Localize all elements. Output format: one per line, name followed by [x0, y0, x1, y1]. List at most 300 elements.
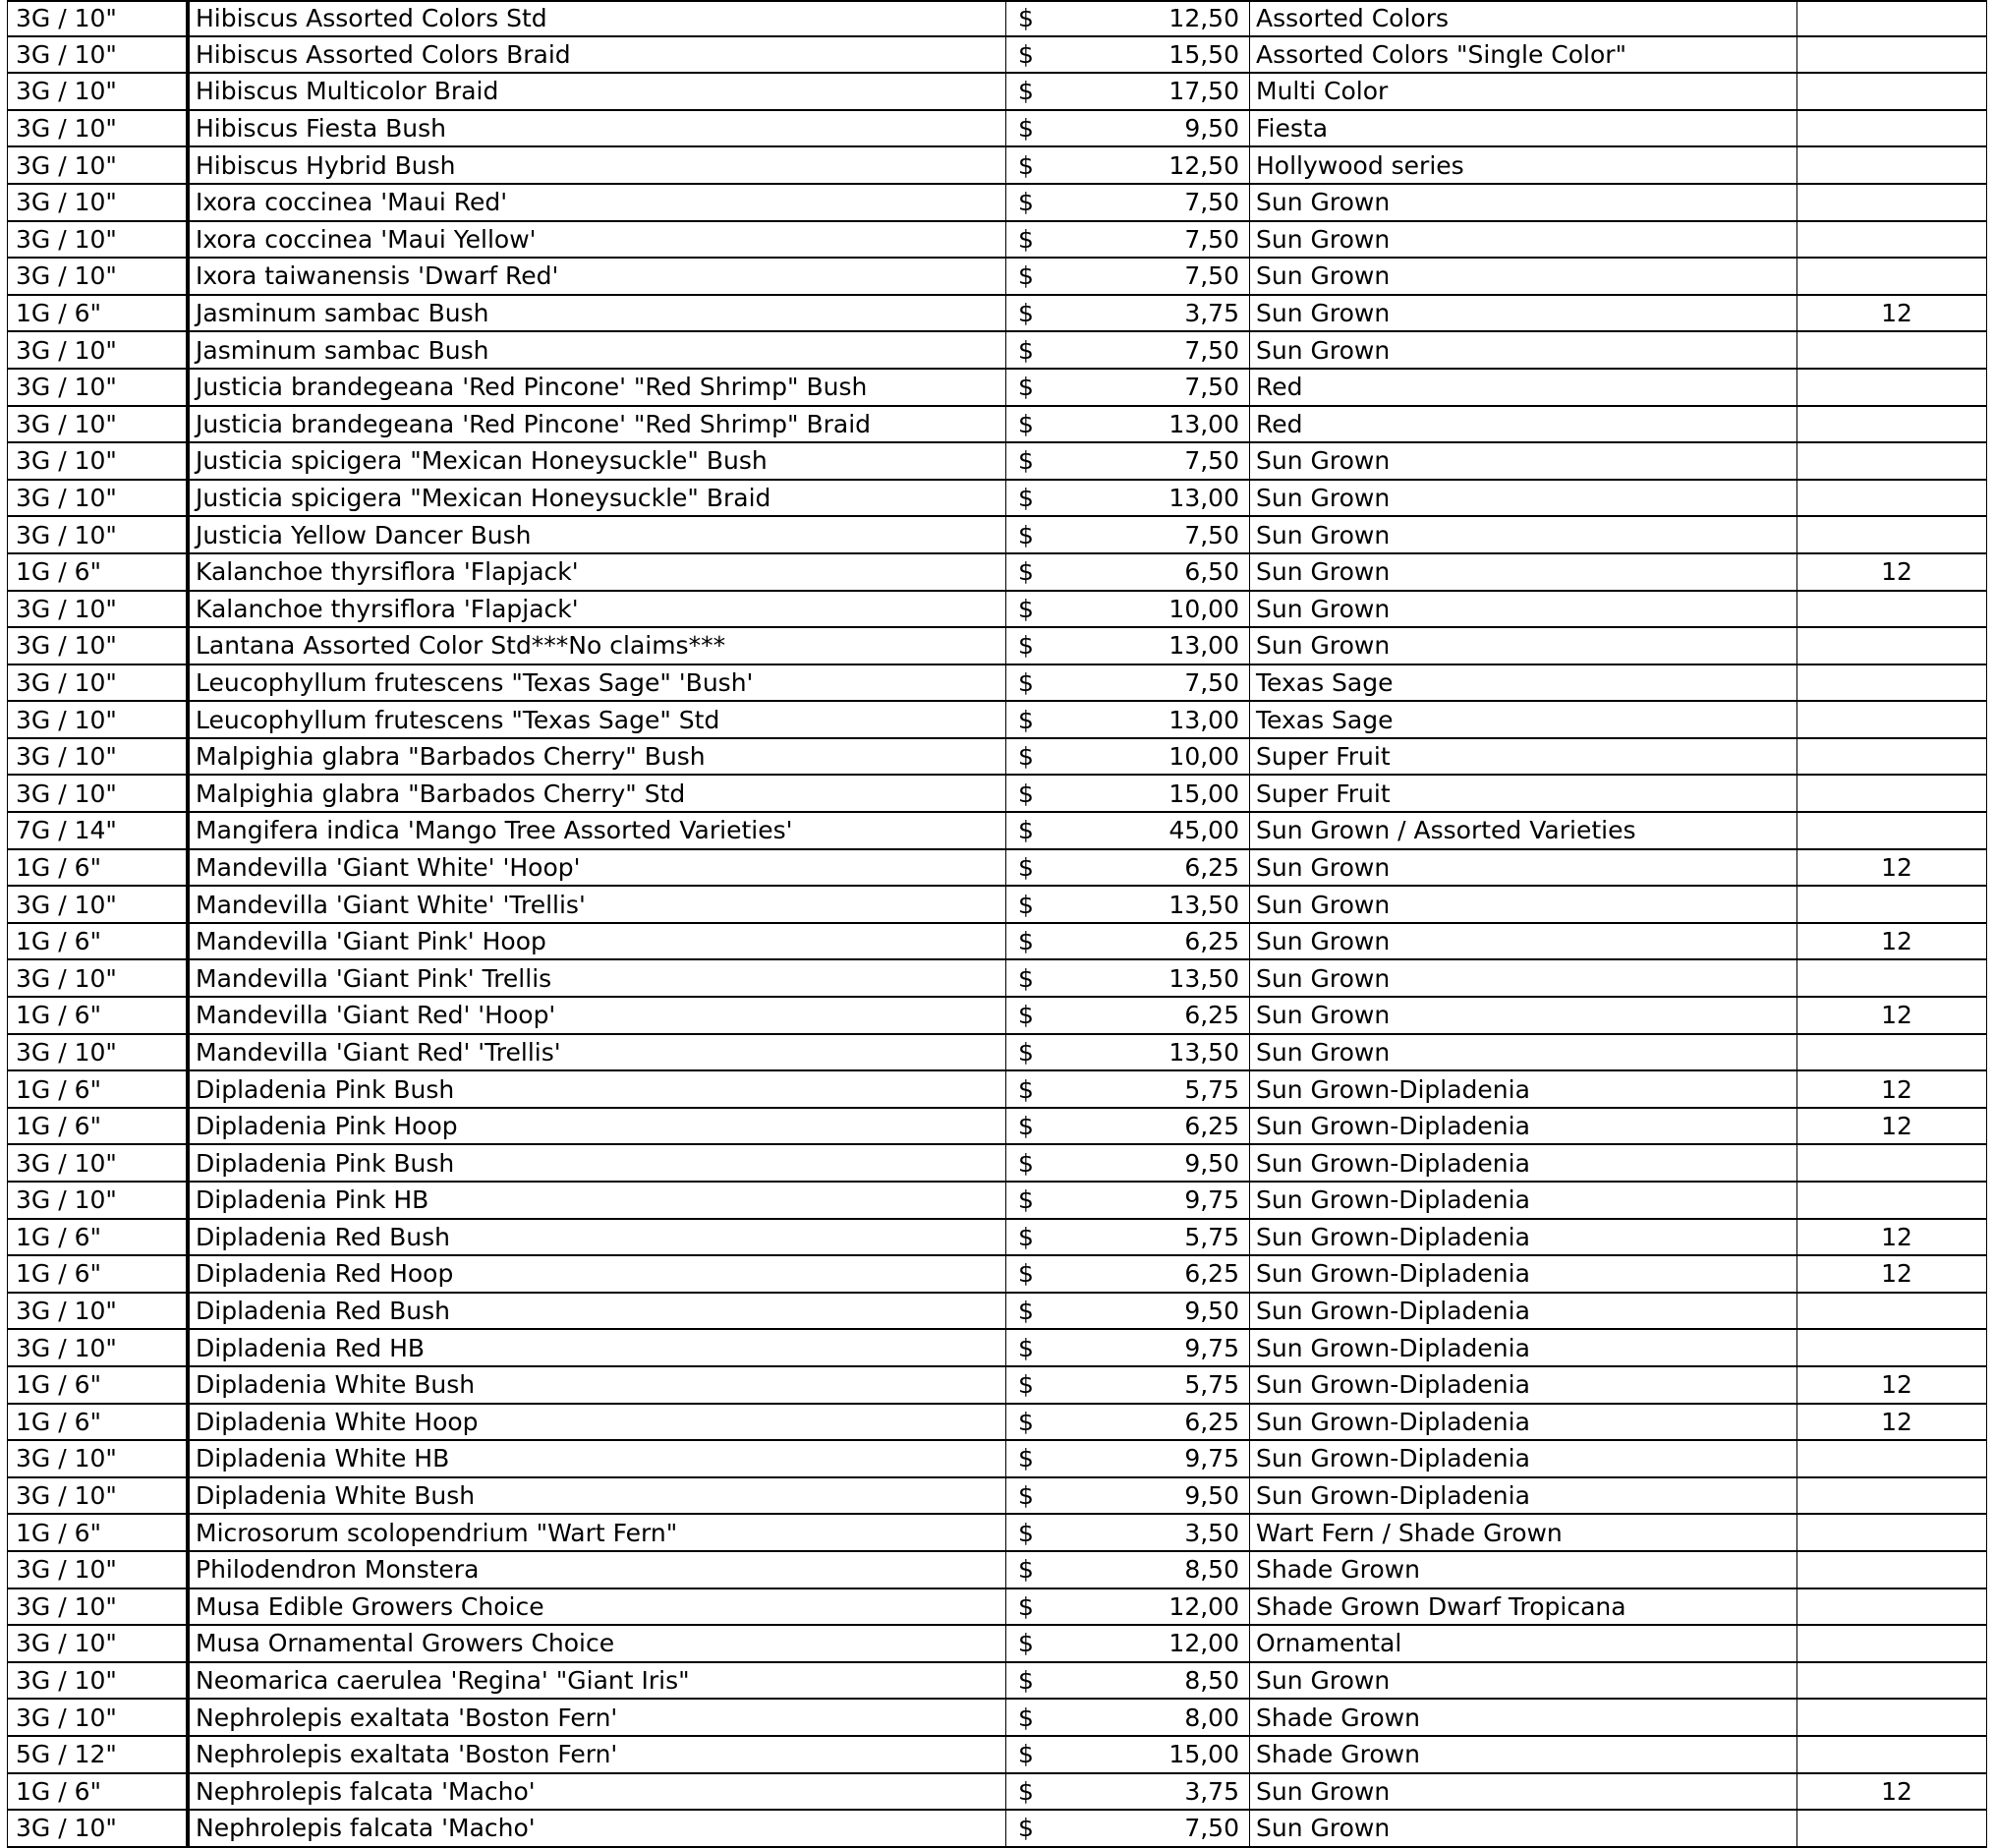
pot-size-cell[interactable]: 1G / 6" — [7, 1367, 190, 1403]
plant-name-cell[interactable]: Neomarica caerulea 'Regina' "Giant Iris" — [190, 1663, 1006, 1699]
price-cell[interactable] — [1006, 1552, 1250, 1588]
quantity-cell[interactable] — [1797, 813, 1987, 848]
description-cell[interactable]: Sun Grown — [1250, 850, 1797, 886]
plant-name-cell[interactable]: Justicia spicigera "Mexican Honeysuckle" Bush — [190, 443, 1006, 479]
description-cell[interactable]: Shade Grown — [1250, 1737, 1797, 1772]
pot-size-cell[interactable]: 3G / 10" — [7, 1663, 190, 1699]
table-row — [7, 1552, 1987, 1589]
currency-symbol: $ — [1018, 779, 1034, 808]
quantity-cell[interactable] — [1797, 111, 1987, 146]
plant-name-cell[interactable]: Leucophyllum frutescens "Texas Sage" 'Bush' — [190, 665, 1006, 701]
currency-symbol: $ — [1018, 557, 1034, 587]
price-cell[interactable] — [1006, 554, 1250, 590]
table-row — [7, 222, 1987, 260]
price-cell[interactable] — [1006, 1441, 1250, 1476]
pot-size-cell[interactable]: 3G / 10" — [7, 147, 190, 183]
price-cell[interactable] — [1006, 1811, 1250, 1846]
pot-size-cell[interactable]: 3G / 10" — [7, 592, 190, 627]
quantity-cell[interactable] — [1797, 481, 1987, 516]
price-cell[interactable] — [1006, 1256, 1250, 1292]
quantity-cell[interactable] — [1797, 1552, 1987, 1588]
price-value: 3,75 — [1184, 1776, 1239, 1806]
description-cell[interactable]: Fiesta — [1250, 111, 1797, 146]
plant-name-cell[interactable]: Dipladenia Red Bush — [190, 1294, 1006, 1329]
price-cell[interactable] — [1006, 1774, 1250, 1810]
description-cell[interactable]: Sun Grown-Dipladenia — [1250, 1256, 1797, 1292]
plant-name-cell[interactable]: Mandevilla 'Giant Pink' Trellis — [190, 960, 1006, 996]
pot-size-cell[interactable]: 3G / 10" — [7, 1330, 190, 1365]
table-row — [7, 1183, 1987, 1220]
price-cell[interactable] — [1006, 517, 1250, 552]
description-cell[interactable]: Sun Grown — [1250, 1774, 1797, 1810]
table-row — [7, 407, 1987, 444]
currency-symbol: $ — [1018, 1444, 1034, 1473]
quantity-value: 12 — [1881, 1259, 1912, 1289]
plant-name-cell[interactable]: Hibiscus Assorted Colors Std — [190, 2, 1006, 35]
price-cell[interactable] — [1006, 628, 1250, 664]
pot-size-cell[interactable]: 3G / 10" — [7, 960, 190, 996]
plant-name-cell[interactable]: Dipladenia White HB — [190, 1441, 1006, 1476]
price-cell[interactable] — [1006, 739, 1250, 775]
description-cell[interactable]: Sun Grown-Dipladenia — [1250, 1294, 1797, 1329]
quantity-cell[interactable] — [1797, 259, 1987, 294]
pot-size-cell[interactable]: 3G / 10" — [7, 1035, 190, 1070]
price-cell[interactable] — [1006, 1330, 1250, 1365]
plant-name-cell[interactable]: Hibiscus Fiesta Bush — [190, 111, 1006, 146]
currency-symbol: $ — [1018, 1629, 1034, 1658]
pot-size-cell[interactable]: 1G / 6" — [7, 554, 190, 590]
description-cell[interactable]: Sun Grown — [1250, 887, 1797, 922]
pot-size-cell[interactable]: 3G / 10" — [7, 1626, 190, 1661]
pot-size-cell[interactable]: 3G / 10" — [7, 222, 190, 258]
quantity-cell[interactable] — [1797, 443, 1987, 479]
price-value: 13,50 — [1168, 1037, 1239, 1067]
plant-name-cell[interactable]: Dipladenia Red Hoop — [190, 1256, 1006, 1292]
description-cell[interactable]: Hollywood series — [1250, 147, 1797, 183]
plant-name-cell[interactable]: Leucophyllum frutescens "Texas Sage" Std — [190, 702, 1006, 737]
price-cell[interactable] — [1006, 185, 1250, 220]
plant-name-cell[interactable]: Mandevilla 'Giant Pink' Hoop — [190, 924, 1006, 959]
description-cell[interactable]: Sun Grown — [1250, 185, 1797, 220]
table-row — [7, 111, 1987, 148]
description-cell[interactable]: Sun Grown — [1250, 960, 1797, 996]
plant-name-cell[interactable]: Dipladenia Red Bush — [190, 1220, 1006, 1255]
quantity-cell[interactable] — [1797, 592, 1987, 627]
plant-name-cell[interactable]: Hibiscus Multicolor Braid — [190, 74, 1006, 109]
quantity-cell[interactable] — [1797, 1256, 1987, 1292]
quantity-cell[interactable] — [1797, 998, 1987, 1033]
plant-name-cell[interactable]: Hibiscus Hybrid Bush — [190, 147, 1006, 183]
currency-symbol: $ — [1018, 1222, 1034, 1251]
currency-symbol: $ — [1018, 335, 1034, 365]
price-cell[interactable] — [1006, 1071, 1250, 1107]
plant-name-cell[interactable]: Ixora coccinea 'Maui Red' — [190, 185, 1006, 220]
pot-size-cell[interactable]: 3G / 10" — [7, 702, 190, 737]
price-cell[interactable] — [1006, 924, 1250, 959]
price-cell[interactable] — [1006, 1109, 1250, 1144]
pot-size-cell[interactable]: 1G / 6" — [7, 1256, 190, 1292]
pot-size-cell[interactable]: 3G / 10" — [7, 1811, 190, 1846]
plant-name-cell[interactable]: Dipladenia Pink HB — [190, 1183, 1006, 1218]
price-cell[interactable] — [1006, 407, 1250, 442]
pot-size-cell[interactable]: 3G / 10" — [7, 111, 190, 146]
price-value: 9,75 — [1184, 1444, 1239, 1473]
price-cell[interactable] — [1006, 1183, 1250, 1218]
price-cell[interactable] — [1006, 1663, 1250, 1699]
price-list-table — [7, 0, 1987, 1848]
quantity-cell[interactable] — [1797, 517, 1987, 552]
currency-symbol: $ — [1018, 1185, 1034, 1215]
pot-size-cell[interactable]: 3G / 10" — [7, 37, 190, 73]
description-cell[interactable]: Red — [1250, 370, 1797, 405]
quantity-cell[interactable] — [1797, 1035, 1987, 1070]
quantity-cell[interactable] — [1797, 147, 1987, 183]
price-cell[interactable] — [1006, 370, 1250, 405]
description-cell[interactable]: Shade Grown Dwarf Tropicana — [1250, 1589, 1797, 1625]
currency-symbol: $ — [1018, 631, 1034, 661]
description-cell[interactable]: Sun Grown — [1250, 332, 1797, 368]
description-cell[interactable]: Assorted Colors "Single Color" — [1250, 37, 1797, 73]
plant-name-cell[interactable]: Microsorum scolopendrium "Wart Fern" — [190, 1515, 1006, 1550]
price-cell[interactable] — [1006, 1589, 1250, 1625]
table-row — [7, 1220, 1987, 1257]
plant-name-cell[interactable]: Ixora coccinea 'Maui Yellow' — [190, 222, 1006, 258]
pot-size-cell[interactable]: 3G / 10" — [7, 1441, 190, 1476]
pot-size-cell[interactable]: 3G / 10" — [7, 1478, 190, 1514]
plant-name-cell[interactable]: Mangifera indica 'Mango Tree Assorted Varieties' — [190, 813, 1006, 848]
currency-symbol: $ — [1018, 1297, 1034, 1326]
plant-name-cell[interactable]: Jasminum sambac Bush — [190, 296, 1006, 331]
quantity-cell[interactable] — [1797, 1589, 1987, 1625]
description-cell[interactable]: Sun Grown — [1250, 296, 1797, 331]
pot-size-cell[interactable]: 3G / 10" — [7, 1145, 190, 1181]
plant-name-cell[interactable]: Malpighia glabra "Barbados Cherry" Bush — [190, 739, 1006, 775]
plant-name-cell[interactable]: Musa Ornamental Growers Choice — [190, 1626, 1006, 1661]
pot-size-cell[interactable]: 3G / 10" — [7, 332, 190, 368]
plant-name-cell[interactable]: Dipladenia Pink Bush — [190, 1071, 1006, 1107]
quantity-cell[interactable] — [1797, 1071, 1987, 1107]
currency-symbol: $ — [1018, 484, 1034, 513]
quantity-cell[interactable] — [1797, 739, 1987, 775]
quantity-cell[interactable] — [1797, 222, 1987, 258]
pot-size-cell[interactable]: 1G / 6" — [7, 998, 190, 1033]
pot-size-cell[interactable]: 3G / 10" — [7, 2, 190, 35]
currency-symbol: $ — [1018, 299, 1034, 328]
price-value: 7,50 — [1184, 373, 1239, 402]
description-cell[interactable]: Super Fruit — [1250, 739, 1797, 775]
price-cell[interactable] — [1006, 887, 1250, 922]
quantity-cell[interactable] — [1797, 665, 1987, 701]
description-cell[interactable]: Sun Grown — [1250, 554, 1797, 590]
plant-name-cell[interactable]: Dipladenia Pink Bush — [190, 1145, 1006, 1181]
pot-size-cell[interactable]: 1G / 6" — [7, 296, 190, 331]
pot-size-cell[interactable]: 3G / 10" — [7, 1294, 190, 1329]
description-cell[interactable]: Sun Grown — [1250, 592, 1797, 627]
pot-size-cell[interactable]: 3G / 10" — [7, 628, 190, 664]
quantity-cell[interactable] — [1797, 960, 1987, 996]
table-row — [7, 1811, 1987, 1848]
plant-name-cell[interactable]: Dipladenia Red HB — [190, 1330, 1006, 1365]
description-cell[interactable]: Sun Grown — [1250, 998, 1797, 1033]
price-cell[interactable] — [1006, 665, 1250, 701]
quantity-cell[interactable] — [1797, 2, 1987, 35]
description-cell[interactable]: Assorted Colors — [1250, 2, 1797, 35]
pot-size-cell[interactable]: 1G / 6" — [7, 1405, 190, 1440]
table-row — [7, 960, 1987, 998]
quantity-cell[interactable] — [1797, 296, 1987, 331]
quantity-cell[interactable] — [1797, 1478, 1987, 1514]
plant-name-cell[interactable]: Malpighia glabra "Barbados Cherry" Std — [190, 776, 1006, 811]
price-value: 6,50 — [1184, 557, 1239, 587]
description-cell[interactable]: Shade Grown — [1250, 1552, 1797, 1588]
quantity-cell[interactable] — [1797, 1515, 1987, 1550]
pot-size-cell[interactable]: 3G / 10" — [7, 776, 190, 811]
pot-size-cell[interactable]: 3G / 10" — [7, 74, 190, 109]
plant-name-cell[interactable]: Hibiscus Assorted Colors Braid — [190, 37, 1006, 73]
price-cell[interactable] — [1006, 813, 1250, 848]
description-cell[interactable]: Sun Grown — [1250, 1035, 1797, 1070]
plant-name-cell[interactable]: Nephrolepis exaltata 'Boston Fern' — [190, 1700, 1006, 1735]
description-cell[interactable]: Multi Color — [1250, 74, 1797, 109]
plant-name-cell[interactable]: Mandevilla 'Giant Red' 'Trellis' — [190, 1035, 1006, 1070]
description-cell[interactable]: Super Fruit — [1250, 776, 1797, 811]
plant-name-cell[interactable]: Ixora taiwanensis 'Dwarf Red' — [190, 259, 1006, 294]
description-cell[interactable]: Sun Grown-Dipladenia — [1250, 1220, 1797, 1255]
plant-name-cell[interactable]: Kalanchoe thyrsiflora 'Flapjack' — [190, 554, 1006, 590]
price-value: 9,75 — [1184, 1333, 1239, 1362]
table-row — [7, 481, 1987, 518]
quantity-cell[interactable] — [1797, 1441, 1987, 1476]
description-cell[interactable]: Sun Grown — [1250, 222, 1797, 258]
plant-name-cell[interactable]: Nephrolepis falcata 'Macho' — [190, 1774, 1006, 1810]
description-cell[interactable]: Ornamental — [1250, 1626, 1797, 1661]
description-cell[interactable]: Sun Grown — [1250, 1663, 1797, 1699]
price-cell[interactable] — [1006, 1737, 1250, 1772]
price-cell[interactable] — [1006, 259, 1250, 294]
quantity-cell[interactable] — [1797, 702, 1987, 737]
price-cell[interactable] — [1006, 1145, 1250, 1181]
quantity-cell[interactable] — [1797, 185, 1987, 220]
pot-size-cell[interactable]: 3G / 10" — [7, 407, 190, 442]
description-cell[interactable]: Texas Sage — [1250, 665, 1797, 701]
currency-symbol: $ — [1018, 188, 1034, 217]
pot-size-cell[interactable]: 7G / 14" — [7, 813, 190, 848]
description-cell[interactable]: Sun Grown / Assorted Varieties — [1250, 813, 1797, 848]
description-cell[interactable]: Sun Grown — [1250, 924, 1797, 959]
plant-name-cell[interactable]: Dipladenia White Hoop — [190, 1405, 1006, 1440]
price-cell[interactable] — [1006, 1367, 1250, 1403]
plant-name-cell[interactable]: Dipladenia White Bush — [190, 1367, 1006, 1403]
price-value: 6,25 — [1184, 1001, 1239, 1030]
quantity-cell[interactable] — [1797, 1109, 1987, 1144]
pot-size-cell[interactable]: 1G / 6" — [7, 924, 190, 959]
plant-name-cell[interactable]: Dipladenia White Bush — [190, 1478, 1006, 1514]
plant-name-cell[interactable]: Kalanchoe thyrsiflora 'Flapjack' — [190, 592, 1006, 627]
pot-size-cell[interactable]: 3G / 10" — [7, 887, 190, 922]
plant-name-cell[interactable]: Justicia Yellow Dancer Bush — [190, 517, 1006, 552]
price-cell[interactable] — [1006, 74, 1250, 109]
price-cell[interactable] — [1006, 960, 1250, 996]
quantity-cell[interactable] — [1797, 1367, 1987, 1403]
price-cell[interactable] — [1006, 296, 1250, 331]
description-cell[interactable]: Sun Grown — [1250, 517, 1797, 552]
pot-size-cell[interactable]: 3G / 10" — [7, 481, 190, 516]
pot-size-cell[interactable]: 1G / 6" — [7, 1515, 190, 1550]
quantity-cell[interactable] — [1797, 924, 1987, 959]
quantity-cell[interactable] — [1797, 1145, 1987, 1181]
pot-size-cell[interactable]: 1G / 6" — [7, 1220, 190, 1255]
pot-size-cell[interactable]: 1G / 6" — [7, 1071, 190, 1107]
description-cell[interactable]: Sun Grown-Dipladenia — [1250, 1478, 1797, 1514]
quantity-cell[interactable] — [1797, 628, 1987, 664]
pot-size-cell[interactable]: 3G / 10" — [7, 185, 190, 220]
quantity-cell[interactable] — [1797, 1220, 1987, 1255]
quantity-cell[interactable] — [1797, 74, 1987, 109]
plant-name-cell[interactable]: Justicia spicigera "Mexican Honeysuckle" Braid — [190, 481, 1006, 516]
pot-size-cell[interactable]: 3G / 10" — [7, 370, 190, 405]
description-cell[interactable]: Sun Grown-Dipladenia — [1250, 1441, 1797, 1476]
pot-size-cell[interactable]: 1G / 6" — [7, 850, 190, 886]
quantity-cell[interactable] — [1797, 332, 1987, 368]
price-cell[interactable] — [1006, 111, 1250, 146]
description-cell[interactable]: Sun Grown — [1250, 259, 1797, 294]
pot-size-cell[interactable]: 3G / 10" — [7, 665, 190, 701]
pot-size-cell[interactable]: 5G / 12" — [7, 1737, 190, 1772]
table-row — [7, 1663, 1987, 1701]
quantity-cell[interactable] — [1797, 1737, 1987, 1772]
pot-size-cell[interactable]: 3G / 10" — [7, 1589, 190, 1625]
pot-size-cell[interactable]: 3G / 10" — [7, 443, 190, 479]
quantity-cell[interactable] — [1797, 1183, 1987, 1218]
price-value: 3,75 — [1184, 299, 1239, 328]
price-value: 7,50 — [1184, 667, 1239, 697]
price-cell[interactable] — [1006, 1035, 1250, 1070]
price-value: 7,50 — [1184, 188, 1239, 217]
quantity-cell[interactable] — [1797, 407, 1987, 442]
plant-name-cell[interactable]: Nephrolepis exaltata 'Boston Fern' — [190, 1737, 1006, 1772]
price-cell[interactable] — [1006, 147, 1250, 183]
price-cell[interactable] — [1006, 443, 1250, 479]
description-cell[interactable]: Sun Grown-Dipladenia — [1250, 1109, 1797, 1144]
pot-size-cell[interactable]: 3G / 10" — [7, 1552, 190, 1588]
table-row — [7, 1478, 1987, 1516]
quantity-value: 12 — [1881, 299, 1912, 328]
quantity-cell[interactable] — [1797, 887, 1987, 922]
description-cell[interactable]: Sun Grown — [1250, 1811, 1797, 1846]
price-value: 13,50 — [1168, 963, 1239, 993]
description-cell[interactable]: Sun Grown-Dipladenia — [1250, 1183, 1797, 1218]
plant-name-cell[interactable]: Mandevilla 'Giant White' 'Hoop' — [190, 850, 1006, 886]
plant-name-cell[interactable]: Justicia brandegeana 'Red Pincone' "Red Shrimp" Braid — [190, 407, 1006, 442]
pot-size-cell[interactable]: 1G / 6" — [7, 1774, 190, 1810]
price-cell[interactable] — [1006, 1294, 1250, 1329]
plant-name-cell[interactable]: Justicia brandegeana 'Red Pincone' "Red Shrimp" Bush — [190, 370, 1006, 405]
table-row — [7, 887, 1987, 924]
quantity-cell[interactable] — [1797, 1700, 1987, 1735]
quantity-cell[interactable] — [1797, 370, 1987, 405]
plant-name-cell[interactable]: Jasminum sambac Bush — [190, 332, 1006, 368]
price-cell[interactable] — [1006, 998, 1250, 1033]
price-value: 15,00 — [1168, 1740, 1239, 1769]
description-cell[interactable]: Red — [1250, 407, 1797, 442]
price-cell[interactable] — [1006, 1626, 1250, 1661]
table-row — [7, 813, 1987, 850]
pot-size-cell[interactable]: 3G / 10" — [7, 1700, 190, 1735]
pot-size-cell[interactable]: 3G / 10" — [7, 739, 190, 775]
currency-symbol: $ — [1018, 114, 1034, 144]
quantity-cell[interactable] — [1797, 1294, 1987, 1329]
price-value: 15,00 — [1168, 779, 1239, 808]
quantity-cell[interactable] — [1797, 37, 1987, 73]
description-cell[interactable]: Sun Grown — [1250, 628, 1797, 664]
quantity-cell[interactable] — [1797, 554, 1987, 590]
quantity-cell[interactable] — [1797, 1811, 1987, 1846]
pot-size-cell[interactable]: 3G / 10" — [7, 259, 190, 294]
quantity-cell[interactable] — [1797, 1663, 1987, 1699]
quantity-value: 12 — [1881, 557, 1912, 587]
description-cell[interactable]: Sun Grown-Dipladenia — [1250, 1071, 1797, 1107]
description-cell[interactable]: Sun Grown-Dipladenia — [1250, 1367, 1797, 1403]
price-cell[interactable] — [1006, 481, 1250, 516]
description-cell[interactable]: Sun Grown-Dipladenia — [1250, 1145, 1797, 1181]
description-cell[interactable]: Sun Grown — [1250, 481, 1797, 516]
description-cell[interactable]: Shade Grown — [1250, 1700, 1797, 1735]
quantity-cell[interactable] — [1797, 1330, 1987, 1365]
quantity-cell[interactable] — [1797, 1626, 1987, 1661]
quantity-cell[interactable] — [1797, 850, 1987, 886]
plant-name-cell[interactable]: Lantana Assorted Color Std***No claims*** — [190, 628, 1006, 664]
price-cell[interactable] — [1006, 1405, 1250, 1440]
price-cell[interactable] — [1006, 776, 1250, 811]
plant-name-cell[interactable]: Mandevilla 'Giant Red' 'Hoop' — [190, 998, 1006, 1033]
price-cell[interactable] — [1006, 2, 1250, 35]
price-value: 7,50 — [1184, 1814, 1239, 1843]
description-cell[interactable]: Sun Grown-Dipladenia — [1250, 1405, 1797, 1440]
price-cell[interactable] — [1006, 592, 1250, 627]
price-cell[interactable] — [1006, 332, 1250, 368]
quantity-value: 12 — [1881, 1074, 1912, 1104]
plant-name-cell[interactable]: Nephrolepis falcata 'Macho' — [190, 1811, 1006, 1846]
price-cell[interactable] — [1006, 1220, 1250, 1255]
table-row — [7, 259, 1987, 296]
plant-name-cell[interactable]: Musa Edible Growers Choice — [190, 1589, 1006, 1625]
description-cell[interactable]: Texas Sage — [1250, 702, 1797, 737]
price-cell[interactable] — [1006, 1700, 1250, 1735]
pot-size-cell[interactable]: 3G / 10" — [7, 517, 190, 552]
description-cell[interactable]: Sun Grown — [1250, 443, 1797, 479]
quantity-cell[interactable] — [1797, 1774, 1987, 1810]
plant-name-cell[interactable]: Mandevilla 'Giant White' 'Trellis' — [190, 887, 1006, 922]
quantity-value: 12 — [1881, 1370, 1912, 1400]
price-cell[interactable] — [1006, 222, 1250, 258]
pot-size-cell[interactable]: 1G / 6" — [7, 1109, 190, 1144]
quantity-cell[interactable] — [1797, 1405, 1987, 1440]
currency-symbol: $ — [1018, 927, 1034, 956]
price-cell[interactable] — [1006, 37, 1250, 73]
quantity-cell[interactable] — [1797, 776, 1987, 811]
description-cell[interactable]: Wart Fern / Shade Grown — [1250, 1515, 1797, 1550]
price-cell[interactable] — [1006, 850, 1250, 886]
quantity-value: 12 — [1881, 1407, 1912, 1436]
plant-name-cell[interactable]: Dipladenia Pink Hoop — [190, 1109, 1006, 1144]
pot-size-cell[interactable]: 3G / 10" — [7, 1183, 190, 1218]
price-cell[interactable] — [1006, 702, 1250, 737]
plant-name-cell[interactable]: Philodendron Monstera — [190, 1552, 1006, 1588]
price-cell[interactable] — [1006, 1478, 1250, 1514]
description-cell[interactable]: Sun Grown-Dipladenia — [1250, 1330, 1797, 1365]
currency-symbol: $ — [1018, 1666, 1034, 1696]
price-cell[interactable] — [1006, 1515, 1250, 1550]
